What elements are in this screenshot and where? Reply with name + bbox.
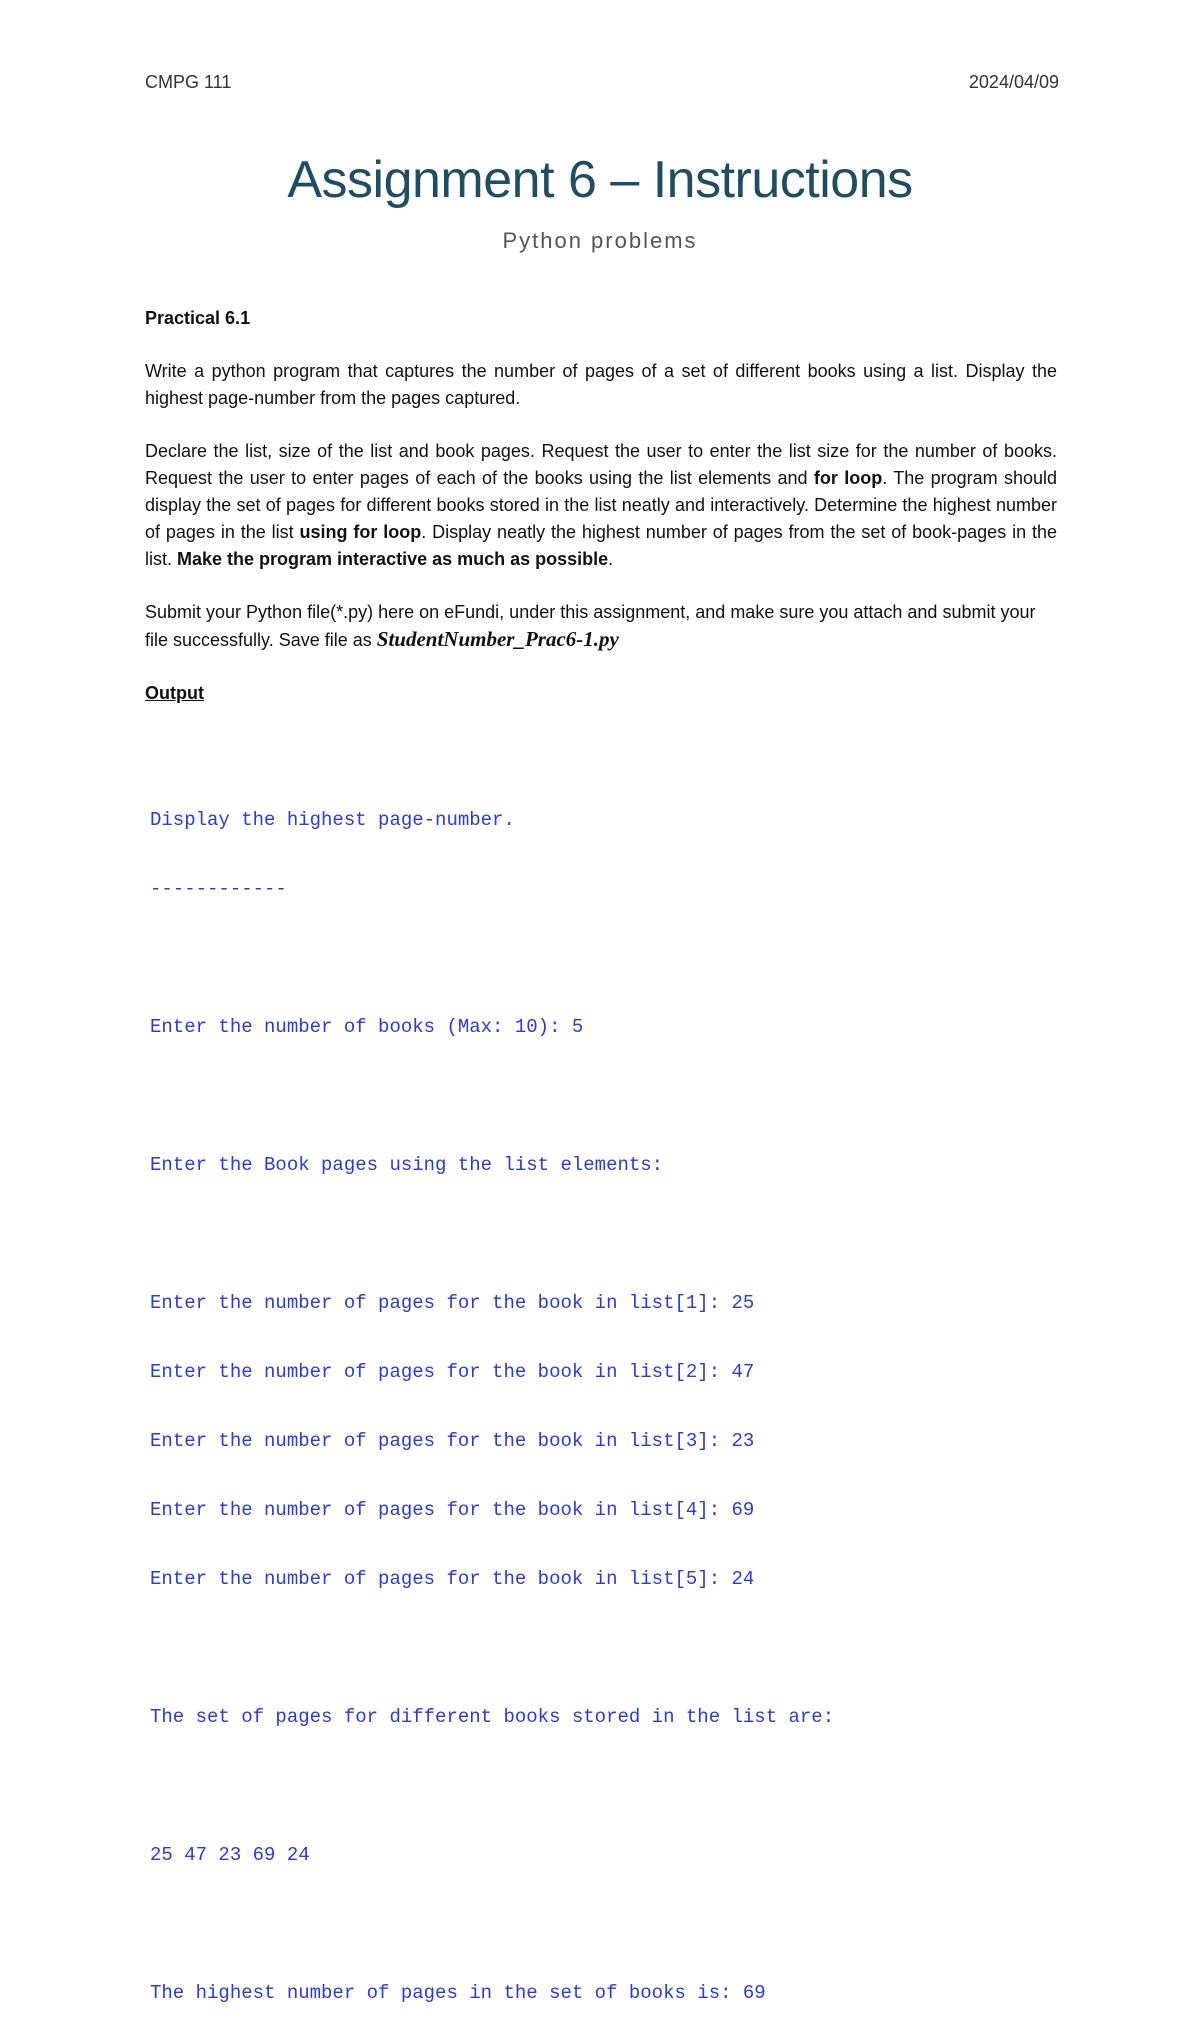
console-line: Enter the number of pages for the book in list[4]: 69 (150, 1499, 755, 1521)
assignment-body (145, 305, 1057, 707)
requirements-text-4: . (608, 549, 614, 569)
task-description: Write a python program that captures the number of pages of a set of different books using a list. Display the highest page-number from the pages captured. (145, 361, 1057, 408)
submission-instructions (145, 599, 1057, 654)
console-output (150, 763, 834, 2028)
practical-heading: Practical 6.1 (145, 308, 251, 328)
requirements-interactive: Make the program interactive as much as possible (177, 549, 609, 569)
console-line: Enter the number of books (Max: 10): 5 (150, 1016, 584, 1038)
submission-text: Submit your Python file(*.py) here on eFundi, under this assignment, and make sure you attach and submit your file successfully. Save file as (145, 602, 1036, 650)
console-line: Enter the number of pages for the book in list[2]: 47 (150, 1361, 755, 1383)
page-subtitle: Python problems (502, 228, 698, 253)
console-line: 25 47 23 69 24 (150, 1844, 310, 1866)
document-date: 2024/04/09 (968, 72, 1059, 92)
console-line: ------------ (150, 878, 287, 900)
console-line: Enter the number of pages for the book in list[5]: 24 (150, 1568, 755, 1590)
console-line: Enter the number of pages for the book in list[3]: 23 (150, 1430, 755, 1452)
submission-filename: StudentNumber_Prac6-1.py (376, 627, 619, 651)
task-requirements (145, 438, 1057, 573)
requirements-for-loop: for loop (813, 468, 883, 488)
course-code: CMPG 111 (145, 72, 232, 92)
page-title: Assignment 6 – Instructions (287, 151, 913, 209)
console-line: Display the highest page-number. (150, 809, 515, 831)
requirements-using-for-loop: using for loop (299, 522, 422, 542)
requirements-text-1: Declare the list, size of the list and book pages. Request the user to enter the list size for the number of books. Request the user to enter pages of each of the books using the list elements and (145, 441, 1057, 488)
console-line: The set of pages for different books stored in the list are: (150, 1706, 835, 1728)
console-line: Enter the Book pages using the list elements: (150, 1154, 664, 1176)
output-heading: Output (145, 683, 204, 703)
requirements-text-3: . Display neatly the highest number of pages from the set of book-pages in the list. (145, 522, 1057, 569)
requirements-text-2: . The program should display the set of pages for different books stored in the list neatly and interactively. Determine the highest number of pages in the list (145, 468, 1057, 542)
console-line: The highest number of pages in the set of books is: 69 (150, 1982, 766, 2004)
console-line: Enter the number of pages for the book in list[1]: 25 (150, 1292, 755, 1314)
